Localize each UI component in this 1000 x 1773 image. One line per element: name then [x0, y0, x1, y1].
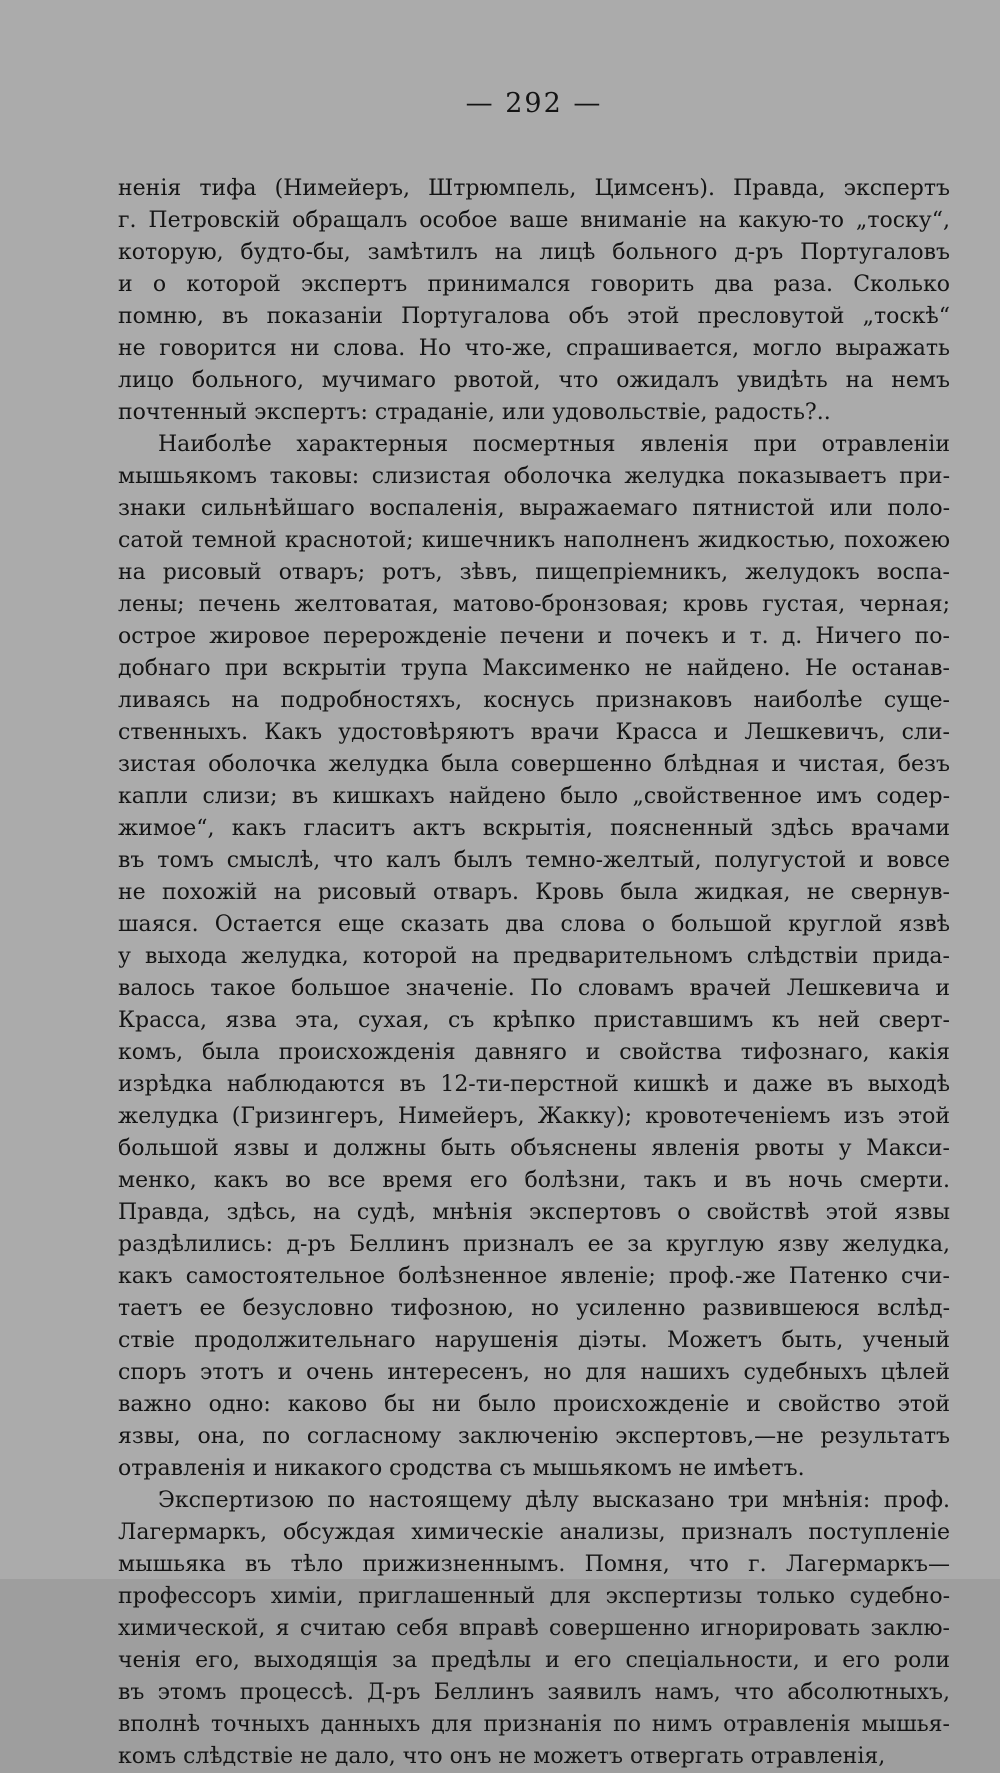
text-line: Наиболѣе характерныя посмертныя явленія при отравленіи: [158, 432, 950, 457]
text-line: которую, будто-бы, замѣтилъ на лицѣ больного д-ръ Португаловъ: [118, 240, 950, 265]
text-line: важно одно: каково бы ни было происхожденіе и свойство этой: [118, 1392, 950, 1417]
text-line: добнаго при вскрытіи трупа Максименко не найдено. Не останав-: [118, 656, 950, 681]
text-line: ченія его, выходящія за предѣлы и его спеціальности, и его роли: [118, 1648, 950, 1673]
text-body: [118, 173, 950, 1773]
text-line: мышьяка въ тѣло прижизненнымъ. Помня, что г. Лагермаркъ—: [118, 1552, 950, 1577]
text-line: язвы, она, по согласному заключенію экспертовъ,—не результатъ: [118, 1424, 950, 1449]
text-line: валось такое большое значеніе. По словамъ врачей Лешкевича и: [118, 976, 950, 1001]
text-line: отравленія и никакого сродства съ мышьякомъ не имѣетъ.: [118, 1456, 805, 1481]
text-line: въ этомъ процессѣ. Д-ръ Беллинъ заявилъ намъ, что абсолютныхъ,: [118, 1680, 950, 1705]
text-line: у выхода желудка, которой на предварительномъ слѣдствіи прида-: [118, 944, 950, 969]
text-line: химической, я считаю себя вправѣ совершенно игнорировать заклю-: [118, 1616, 950, 1641]
text-line: не похожій на рисовый отваръ. Кровь была жидкая, не свернув-: [118, 880, 950, 905]
text-line: на рисовый отваръ; ротъ, зѣвъ, пищепріемникъ, желудокъ воспа-: [118, 560, 950, 585]
text-line: комъ слѣдствіе не дало, что онъ не можетъ отвергать отравленія,: [118, 1744, 886, 1769]
text-line: жимое“, какъ гласитъ актъ вскрытія, поясненный здѣсь врачами: [118, 816, 950, 841]
text-line: знаки сильнѣйшаго воспаленія, выражаемаго пятнистой или поло-: [118, 496, 950, 521]
text-line: не говорится ни слова. Но что-же, спрашивается, могло выражать: [118, 336, 950, 361]
text-line: зистая оболочка желудка была совершенно блѣдная и чистая, безъ: [118, 752, 950, 777]
text-line: шаяся. Остается еще сказать два слова о большой круглой язвѣ: [118, 912, 950, 937]
text-line: ствіе продолжительнаго нарушенія діэты. Можетъ быть, ученый: [118, 1328, 950, 1353]
text-line: Экспертизою по настоящему дѣлу высказано три мнѣнія: проф.: [158, 1488, 950, 1513]
text-line: сатой темной краснотой; кишечникъ наполненъ жидкостью, похожею: [118, 528, 950, 553]
text-line: раздѣлились: д-ръ Беллинъ призналъ ее за круглую язву желудка,: [118, 1232, 950, 1257]
text-line: профессоръ химіи, приглашенный для экспертизы только судебно-: [118, 1584, 950, 1609]
text-line: большой язвы и должны быть объяснены явленія рвоты у Макси-: [118, 1136, 950, 1161]
text-line: изрѣдка наблюдаются въ 12-ти-перстной кишкѣ и даже въ выходѣ: [118, 1072, 950, 1097]
text-line: комъ, была происхожденія давняго и свойства тифознаго, какія: [118, 1040, 950, 1065]
text-line: какъ самостоятельное болѣзненное явленіе; проф.-же Патенко счи-: [118, 1264, 950, 1289]
text-line: желудка (Гризингеръ, Нимейеръ, Жакку); кровотеченіемъ изъ этой: [118, 1104, 950, 1129]
text-line: ненія тифа (Нимейеръ, Штрюмпель, Цимсенъ). Правда, экспертъ: [118, 176, 950, 201]
text-line: въ томъ смыслѣ, что калъ былъ темно-желтый, полугустой и вовсе: [118, 848, 950, 873]
text-line: ливаясь на подробностяхъ, коснусь признаковъ наиболѣе суще-: [118, 688, 950, 713]
paragraph: [118, 1485, 950, 1773]
text-line: Правда, здѣсь, на судѣ, мнѣнія экспертовъ о свойствѣ этой язвы: [118, 1200, 950, 1225]
paragraph: [118, 429, 950, 1485]
text-line: г. Петровскій обращалъ особое ваше вниманіе на какую-то „тоску“,: [118, 208, 950, 233]
text-line: Лагермаркъ, обсуждая химическіе анализы, призналъ поступленіе: [118, 1520, 950, 1545]
text-line: менко, какъ во все время его болѣзни, такъ и въ ночь смерти.: [118, 1168, 950, 1193]
text-line: лицо больного, мучимаго рвотой, что ожидалъ увидѣть на немъ: [118, 368, 950, 393]
text-line: острое жировое перерожденіе печени и почекъ и т. д. Ничего по-: [118, 624, 950, 649]
text-line: лены; печень желтоватая, матово-бронзовая; кровь густая, черная;: [118, 592, 950, 617]
text-line: Красса, язва эта, сухая, съ крѣпко приставшимъ къ ней сверт-: [118, 1008, 950, 1033]
text-line: таетъ ее безусловно тифозною, но усиленно развившеюся вслѣд-: [118, 1296, 950, 1321]
text-line: вполнѣ точныхъ данныхъ для признанія по нимъ отравленія мышья-: [118, 1712, 950, 1737]
text-line: капли слизи; въ кишкахъ найдено было „свойственное имъ содер-: [118, 784, 950, 809]
text-line: ственныхъ. Какъ удостовѣряютъ врачи Красса и Лешкевичъ, сли-: [118, 720, 950, 745]
page-number: — 292 —: [465, 88, 603, 119]
text-line: почтенный экспертъ: страданіе, или удовольствіе, радость?..: [118, 400, 831, 425]
text-line: споръ этотъ и очень интересенъ, но для нашихъ судебныхъ цѣлей: [118, 1360, 950, 1385]
paragraph: [118, 173, 950, 429]
text-line: помню, въ показаніи Португалова объ этой пресловутой „тоскѣ“: [118, 304, 950, 329]
text-line: и о которой экспертъ принимался говорить два раза. Сколько: [118, 272, 950, 297]
text-line: мышьякомъ таковы: слизистая оболочка желудка показываетъ при-: [118, 464, 950, 489]
